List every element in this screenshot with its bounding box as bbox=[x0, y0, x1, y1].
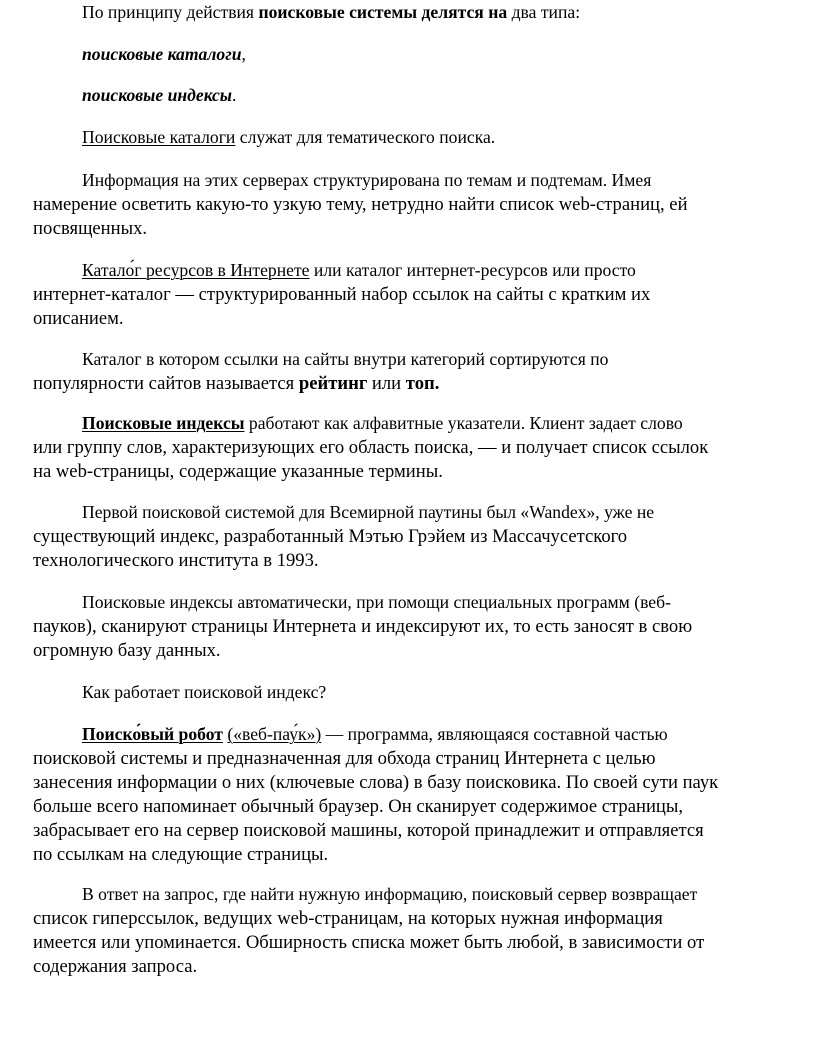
intro-text-2: два типа: bbox=[507, 2, 581, 22]
question-line: Как работает поисковой индекс? bbox=[82, 682, 327, 702]
type-catalogs-line bbox=[0, 46, 816, 64]
answer-line-2: список гиперссылок, ведущих web-страницам, на которых нужная информация bbox=[33, 908, 663, 929]
indexes-link[interactable]: Поисковые индексы bbox=[82, 413, 245, 433]
robot-line-3: занесения информации о них (ключевые слова) в базу поисковика. По своей сути паук bbox=[33, 772, 719, 793]
robot-alias-link[interactable]: («веб-пау́к») bbox=[227, 724, 322, 744]
robot-term-link[interactable]: Поиско́вый робот bbox=[82, 724, 223, 744]
rating-line-1: Каталог в котором ссылки на сайты внутри категорий сортируются по bbox=[82, 349, 609, 369]
info-line-3: посвященных. bbox=[33, 218, 148, 239]
indexes-line-2: или группу слов, характеризующих его область поиска, — и получает список ссылок bbox=[33, 437, 709, 458]
intro-text-1: По принципу действия bbox=[82, 2, 259, 22]
answer-line-3: имеется или упоминается. Обширность списка может быть любой, в зависимости от bbox=[33, 932, 705, 953]
indexes-line-3: на web-страницы, содержащие указанные термины. bbox=[33, 461, 443, 482]
indexes-line-1 bbox=[0, 415, 816, 433]
auto-line-1: Поисковые индексы автоматически, при помощи специальных программ (веб- bbox=[82, 592, 671, 612]
info-line-2: намерение осветить какую-то узкую тему, нетрудно найти список web-страниц, ей bbox=[33, 194, 688, 215]
robot-line-2: поисковой системы и предназначенная для обхода страниц Интернета с целью bbox=[33, 748, 656, 769]
auto-line-2: пауков), сканируют страницы Интернета и индексируют их, то есть заносят в свою bbox=[33, 616, 693, 637]
robot-line-6: по ссылкам на следующие страницы. bbox=[33, 844, 329, 865]
catalog-def-line-2: интернет-каталог — структурированный набор ссылок на сайты с кратким их bbox=[33, 284, 651, 305]
robot-line-4: больше всего напоминает обычный браузер. Он сканирует содержимое страницы, bbox=[33, 796, 684, 817]
catalog-def-text: или каталог интернет-ресурсов или просто bbox=[309, 260, 636, 280]
rating-or: или bbox=[367, 373, 406, 394]
wandex-line-3: технологического института в 1993. bbox=[33, 550, 319, 571]
type-indexes-punct: . bbox=[231, 85, 237, 105]
rating-term: рейтинг bbox=[298, 373, 368, 394]
catalogs-text: служат для тематического поиска. bbox=[235, 127, 496, 147]
intro-bold-phrase: поисковые системы делятся на bbox=[258, 2, 508, 22]
auto-line-3: огромную базу данных. bbox=[33, 640, 221, 661]
wandex-line-1: Первой поисковой системой для Всемирной паутины был «Wandex», уже не bbox=[82, 502, 655, 522]
type-catalogs-punct: , bbox=[241, 44, 246, 64]
intro-line bbox=[0, 4, 816, 22]
answer-line-4: содержания запроса. bbox=[33, 956, 198, 977]
rating-line-2 bbox=[0, 375, 816, 394]
catalog-def-line-3: описанием. bbox=[33, 308, 124, 329]
info-line-1: Информация на этих серверах структурирована по темам и подтемам. Имея bbox=[82, 170, 652, 190]
robot-line-1 bbox=[0, 726, 816, 744]
top-term: топ. bbox=[405, 373, 440, 394]
indexes-text: работают как алфавитные указатели. Клиент задает слово bbox=[244, 413, 683, 433]
catalogs-line bbox=[0, 129, 816, 147]
robot-text: — программа, являющаяся составной частью bbox=[321, 724, 668, 744]
catalog-def-line-1 bbox=[0, 262, 816, 280]
type-catalogs: поисковые каталоги bbox=[82, 44, 242, 64]
wandex-line-2: существующий индекс, разработанный Мэтью Грэйем из Массачусетского bbox=[33, 526, 628, 547]
answer-line-1: В ответ на запрос, где найти нужную информацию, поисковый сервер возвращает bbox=[82, 884, 698, 904]
rating-text: популярности сайтов называется bbox=[33, 373, 299, 394]
catalogs-link[interactable]: Поисковые каталоги bbox=[82, 127, 236, 147]
catalog-def-link[interactable]: Катало́г ресурсов в Интернете bbox=[82, 260, 310, 280]
type-indexes-line bbox=[0, 87, 816, 105]
robot-line-5: забрасывает его на сервер поисковой машины, которой принадлежит и отправляется bbox=[33, 820, 704, 841]
type-indexes: поисковые индексы bbox=[82, 85, 232, 105]
